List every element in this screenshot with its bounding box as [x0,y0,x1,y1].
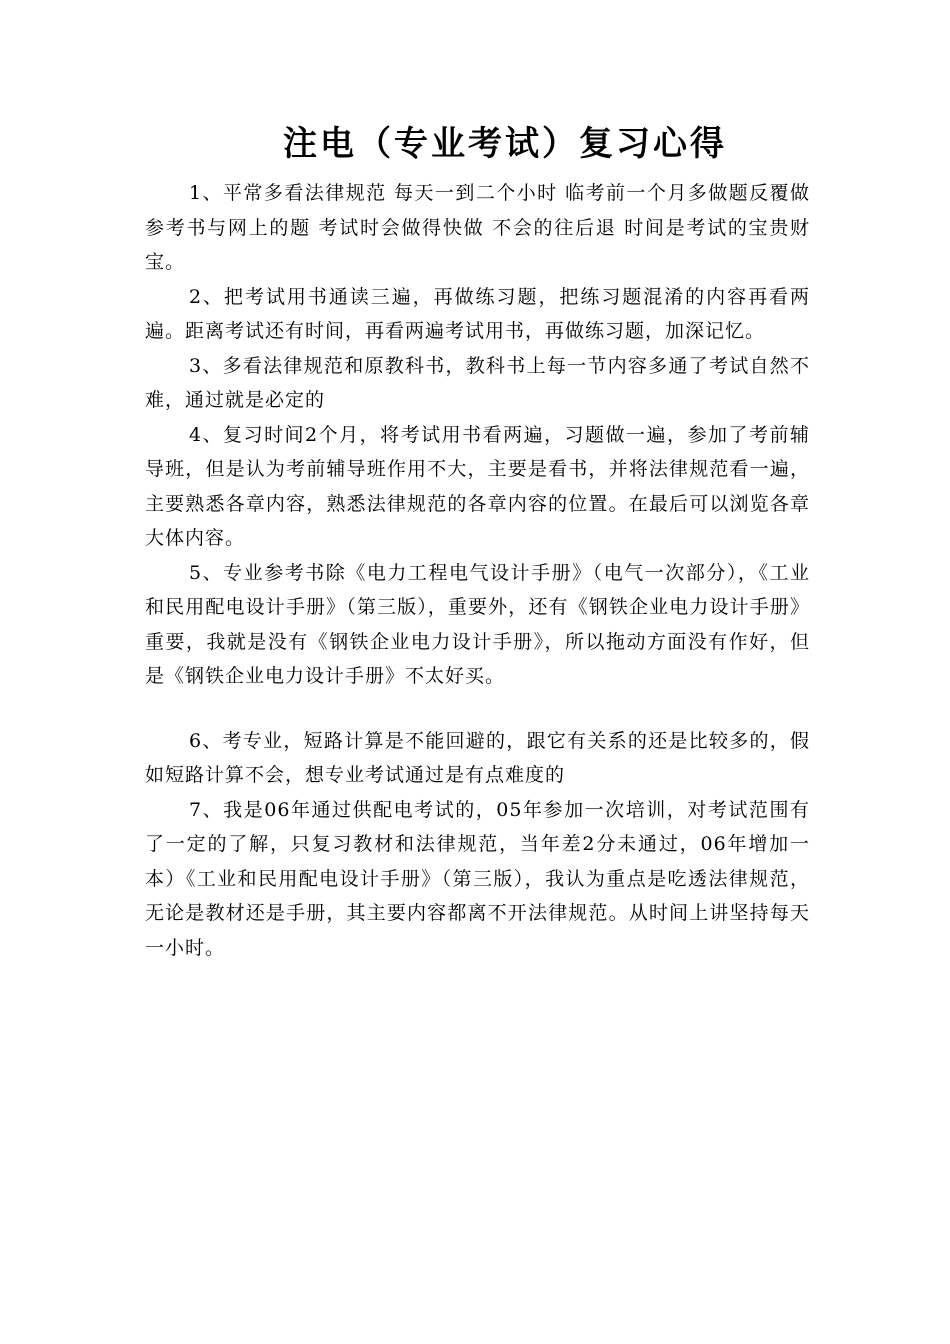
paragraph-5: 5、专业参考书除《电力工程电气设计手册》（电气一次部分），《工业和民用配电设计手册》（第三版），重要外，还有《钢铁企业电力设计手册》重要，我就是没有《钢铁企业电力设计手册》，所以拖动方面没有作好，但是《钢铁企业电力设计手册》不太好买。 [145,561,810,687]
paragraph-6: 6、考专业，短路计算是不能回避的，跟它有关系的还是比较多的，假如短路计算不会，想专业考试通过是有点难度的 [145,729,810,786]
document-body [145,176,810,965]
paragraph-3: 3、多看法律规范和原教科书，教科书上每一节内容多通了考试自然不难，通过就是必定的 [145,354,810,411]
paragraph-1: 1、平常多看法律规范 每天一到二个小时 临考前一个月多做题反覆做 参考书与网上的题 考试时会做得快做 不会的往后退 时间是考试的宝贵财宝。 [145,182,810,273]
paragraph-2: 2、把考试用书通读三遍，再做练习题，把练习题混淆的内容再看两遍。距离考试还有时间，再看两遍考试用书，再做练习题，加深记忆。 [145,285,810,342]
document-title: 注电（专业考试）复习心得 [283,124,727,164]
paragraph-4: 4、复习时间2个月，将考试用书看两遍，习题做一遍，参加了考前辅导班，但是认为考前辅导班作用不大，主要是看书，并将法律规范看一遍，主要熟悉各章内容，熟悉法律规范的各章内容的位置。在最后可以浏览各章大体内容。 [145,423,810,549]
paragraph-7: 7、我是06年通过供配电考试的，05年参加一次培训，对考试范围有了一定的了解，只复习教材和法律规范，当年差2分未通过，06年增加一本）《工业和民用配电设计手册》（第三版），我认为重点是吃透法律规范，无论是教材还是手册，其主要内容都离不开法律规范。从时间上讲坚持每天一小时。 [145,798,810,959]
